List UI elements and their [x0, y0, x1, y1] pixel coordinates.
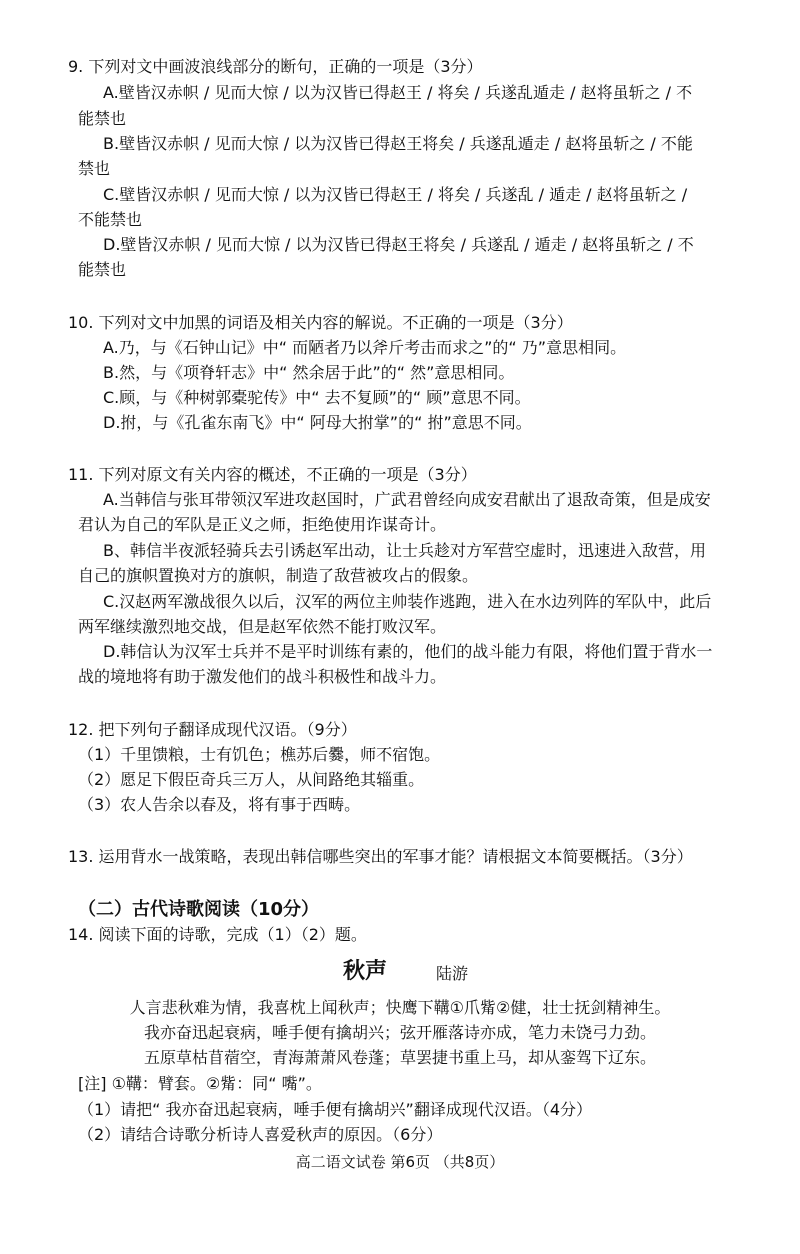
q9-option-c: C.壁皆汉赤帜 / 见而大惊 / 以为汉皆已得赵王 / 将矣 / 兵遂乱 / 遁走 / 赵将虽斩之 / — [103, 185, 688, 204]
q9-option-c-cont: 不能禁也 — [78, 210, 143, 229]
q14-sub-2: （2）请结合诗歌分析诗人喜爱秋声的原因。（6分） — [78, 1125, 443, 1144]
section-heading: （二）古代诗歌阅读（10分） — [78, 899, 320, 920]
q11-option-a: A.当韩信与张耳带领汉军进攻赵国时，广武君曾经向成安君献出了退敌奇策，但是成安 — [103, 490, 711, 509]
q13-stem: 13. 运用背水一战策略，表现出韩信哪些突出的军事才能？请根据文本简要概括。（3分） — [68, 847, 693, 866]
q11-option-d-cont: 战的境地将有助于激发他们的战斗积极性和战斗力。 — [78, 667, 447, 686]
q9-option-d: D.壁皆汉赤帜 / 见而大惊 / 以为汉皆已得赵王将矣 / 兵遂乱 / 遁走 / 赵将虽斩之 / 不 — [103, 235, 694, 254]
q11-option-c-cont: 两军继续激烈地交战，但是赵军依然不能打败汉军。 — [78, 617, 447, 636]
q12-stem: 12. 把下列句子翻译成现代汉语。（9分） — [68, 720, 357, 739]
q10-option-a: A.乃，与《石钟山记》中“ 而陋者乃以斧斤考击而求之”的“ 乃”意思相同。 — [103, 338, 627, 357]
q9-option-d-cont: 能禁也 — [78, 260, 127, 279]
q14-stem: 14. 阅读下面的诗歌，完成（1）（2）题。 — [68, 925, 367, 944]
q9-stem: 9. 下列对文中画波浪线部分的断句，正确的一项是（3分） — [68, 57, 483, 76]
q10-option-b: B.然，与《项脊轩志》中“ 然余居于此”的“ 然”意思相同。 — [103, 363, 515, 382]
poem-line-3: 五原草枯苜蓿空，青海萧萧风卷蓬；草罢捷书重上马，却从銮驾下辽东。 — [143, 1048, 656, 1067]
q9-option-b: B.壁皆汉赤帜 / 见而大惊 / 以为汉皆已得赵王将矣 / 兵遂乱遁走 / 赵将虽斩之 / 不能 — [103, 134, 693, 153]
poem-title: 秋声 — [343, 959, 388, 984]
poem-line-1: 人言悲秋难为情，我喜枕上闻秋声；快鹰下鞲①爪觜②健，壮士抚剑精神生。 — [129, 998, 671, 1017]
q10-option-c: C.顾，与《种树郭橐驼传》中“ 去不复顾”的“ 顾”意思不同。 — [103, 388, 531, 407]
poem-author: 陆游 — [436, 964, 469, 983]
poem-note: [注] ①鞲：臂套。②觜：同“ 嘴”。 — [78, 1074, 322, 1093]
q11-option-a-cont: 君认为自己的军队是正义之师，拒绝使用诈谋奇计。 — [78, 515, 447, 534]
q9-option-b-cont: 禁也 — [78, 159, 111, 178]
q11-option-b: B、韩信半夜派轻骑兵去引诱赵军出动，让士兵趁对方军营空虚时，迅速进入敌营，用 — [103, 541, 706, 560]
q11-stem: 11. 下列对原文有关内容的概述，不正确的一项是（3分） — [68, 465, 477, 484]
q10-option-d: D.拊，与《孔雀东南飞》中“ 阿母大拊掌”的“ 拊”意思不同。 — [103, 413, 532, 432]
q9-option-a: A.壁皆汉赤帜 / 见而大惊 / 以为汉皆已得赵王 / 将矣 / 兵遂乱遁走 / 赵将虽斩之 / 不 — [103, 83, 693, 102]
q12-sentence-1: （1）千里馈粮，士有饥色；樵苏后爨，师不宿饱。 — [78, 745, 441, 764]
q12-sentence-3: （3）农人告余以春及，将有事于西畴。 — [78, 795, 361, 814]
q9-option-a-cont: 能禁也 — [78, 109, 127, 128]
page-footer: 高二语文试卷 第6页 （共8页） — [295, 1153, 505, 1171]
q10-stem: 10. 下列对文中加黑的词语及相关内容的解说。不正确的一项是（3分） — [68, 313, 573, 332]
q11-option-b-cont: 自己的旗帜置换对方的旗帜，制造了敌营被攻占的假象。 — [78, 566, 479, 585]
poem-line-2: 我亦奋迅起衰病，唾手便有擒胡兴；弦开雁落诗亦成，笔力未饶弓力劲。 — [143, 1023, 656, 1042]
q11-option-c: C.汉赵两军激战很久以后，汉军的两位主帅装作逃跑，进入在水边列阵的军队中，此后 — [103, 592, 712, 611]
q14-sub-1: （1）请把“ 我亦奋迅起衰病，唾手便有擒胡兴”翻译成现代汉语。（4分） — [78, 1100, 593, 1119]
q11-option-d: D.韩信认为汉军士兵并不是平时训练有素的，他们的战斗能力有限，将他们置于背水一 — [103, 642, 713, 661]
q12-sentence-2: （2）愿足下假臣奇兵三万人，从间路绝其辎重。 — [78, 770, 425, 789]
